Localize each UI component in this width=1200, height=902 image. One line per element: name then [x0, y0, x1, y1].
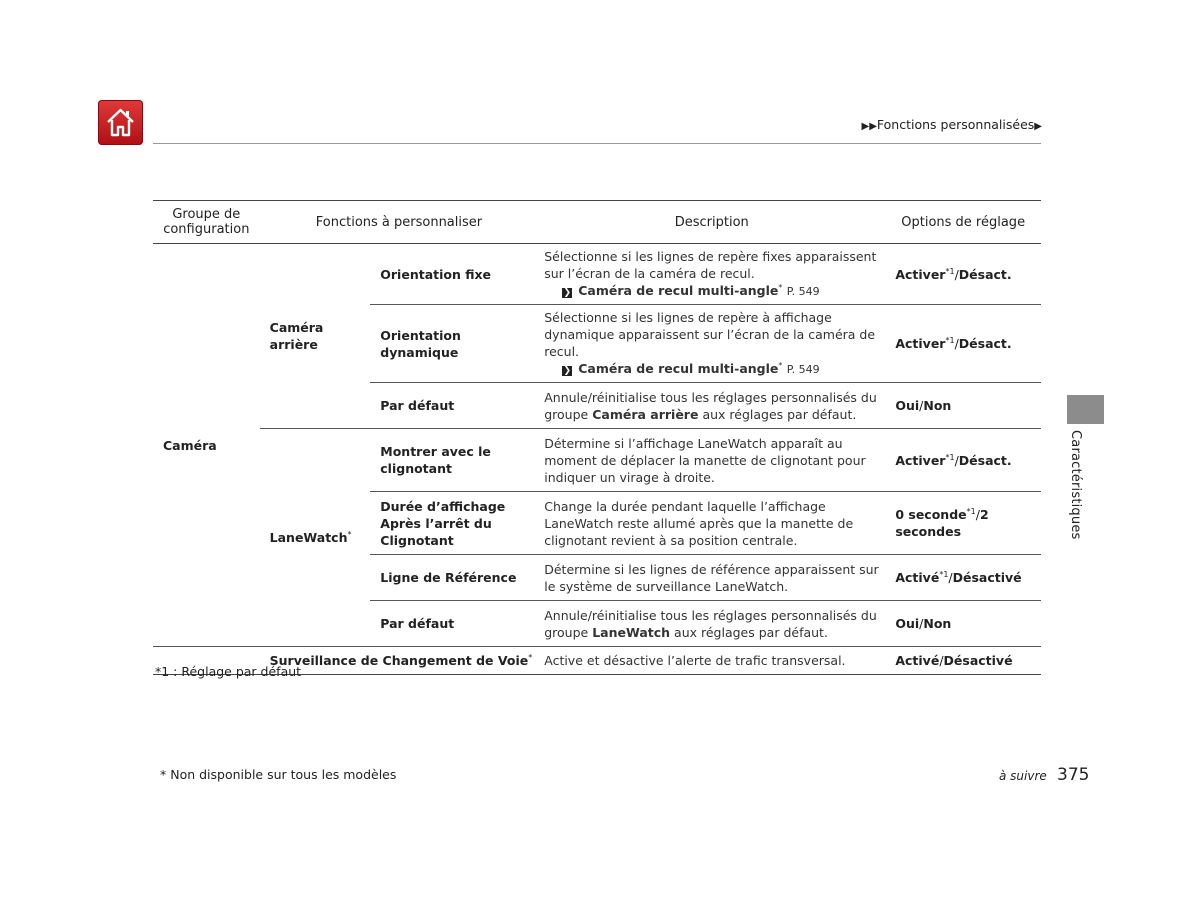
chapter-tab[interactable]: [1067, 395, 1104, 424]
reference-arrow-icon: ❯: [563, 288, 571, 298]
reference-title: Caméra de recul multi-angle: [578, 361, 779, 376]
header-description: Description: [538, 201, 885, 244]
option-default: Activé: [895, 653, 940, 668]
cross-reference-link[interactable]: [544, 282, 879, 300]
reference-title: Caméra de recul multi-angle: [578, 283, 779, 298]
header-functions: Fonctions à personnaliser: [260, 201, 539, 244]
cross-reference-link[interactable]: [544, 360, 879, 378]
description-text-end: aux réglages par défaut.: [702, 406, 857, 422]
setting-options: Oui/Non: [885, 601, 1041, 647]
function-name: Par défaut: [370, 383, 538, 429]
availability-footnote-mark: *: [347, 530, 352, 539]
breadcrumb-arrow-icon: ▶▶: [861, 121, 877, 132]
function-description: Détermine si les lignes de référence apparaissent sur le système de surveillance LaneWatch.: [538, 555, 885, 601]
breadcrumb-end-arrow-icon: ▶: [1034, 121, 1042, 132]
default-setting-footnote: *1 : Réglage par défaut: [155, 664, 302, 679]
description-group-name: LaneWatch: [592, 624, 671, 640]
default-footnote-mark: *1: [945, 452, 955, 462]
function-description: [538, 244, 885, 305]
function-name: [260, 647, 539, 675]
description-text: Annule/réinitialise tous les réglages personnalisés du groupe: [544, 389, 877, 422]
header-options: Options de réglage: [885, 201, 1041, 244]
breadcrumb[interactable]: [862, 117, 1043, 132]
function-name: Par défaut: [370, 601, 538, 647]
option-alternate: Désactivé: [952, 570, 1022, 585]
default-footnote-mark: *1: [939, 570, 949, 579]
home-button[interactable]: [98, 100, 143, 145]
function-description: [538, 601, 885, 647]
setting-options: Oui/Non: [885, 383, 1041, 429]
function-name: Durée d’affichage Après l’arrêt du Clignotant: [370, 492, 538, 555]
option-alternate: Non: [923, 398, 952, 413]
setting-options: Activer$^{*1}$/Désact.: [885, 305, 1041, 383]
continue-indicator: à suivre: [999, 769, 1047, 783]
home-icon: [104, 106, 137, 139]
description-text-end: aux réglages par défaut.: [674, 624, 828, 640]
option-alternate: Désact.: [958, 336, 1012, 351]
reference-footnote-mark: *: [778, 361, 783, 370]
table-row: [153, 244, 1041, 305]
option-default: Activé: [895, 570, 940, 585]
default-footnote-mark: *1: [966, 507, 976, 516]
function-name: Ligne de Référence: [370, 555, 538, 601]
function-name: Montrer avec le clignotant: [370, 429, 538, 492]
reference-page: P. 549: [786, 363, 820, 376]
subgroup-lanewatch: [260, 429, 371, 647]
description-text: Sélectionne si les lignes de repère fixes apparaissent sur l’écran de la caméra de recul.: [544, 249, 877, 281]
setting-options: Activé/Désactivé: [885, 647, 1041, 675]
subgroup-label: LaneWatch: [269, 530, 348, 545]
description-text: Annule/réinitialise tous les réglages personnalisés du groupe: [544, 607, 877, 640]
setting-options: Activer$^{*1}$/Désact.: [885, 244, 1041, 305]
page-number: 375: [1057, 765, 1090, 785]
option-default: Activer: [895, 336, 946, 351]
settings-table: [153, 200, 1041, 675]
setting-options: Activer$^{*1}$/Désact.: [885, 429, 1041, 492]
option-alternate: Désact.: [958, 266, 1012, 282]
option-alternate: Désactivé: [943, 653, 1013, 668]
description-group-name: Caméra arrière: [592, 406, 699, 422]
function-description: Change la durée pendant laquelle l’affichage LaneWatch reste allumé après que la manette de clignotant revient à sa position centrale.: [538, 492, 885, 555]
option-default: Activer: [895, 266, 946, 282]
reference-arrow-icon: ❯: [563, 366, 571, 376]
function-name: Orientation fixe: [370, 244, 538, 305]
function-description: Active et désactive l’alerte de trafic transversal.: [538, 647, 885, 675]
header-group: Groupe de configuration: [153, 201, 260, 244]
function-description: Détermine si l’affichage LaneWatch apparaît au moment de déplacer la manette de clignotant pour indiquer un virage à droite.: [538, 429, 885, 492]
availability-note: * Non disponible sur tous les modèles: [160, 767, 397, 782]
breadcrumb-label: Fonctions personnalisées: [876, 117, 1035, 132]
setting-options: Activé$^{*1}$/Désactivé: [885, 555, 1041, 601]
description-text: Sélectionne si les lignes de repère à affichage dynamique apparaissent sur l’écran de la caméra de recul.: [544, 310, 876, 359]
table-header-row: [153, 201, 1041, 244]
setting-options: 0 seconde$^{*1}$/2 secondes: [885, 492, 1041, 555]
option-default: 0 seconde: [895, 507, 967, 522]
availability-footnote-mark: *: [528, 653, 533, 662]
header-divider: [153, 143, 1041, 144]
reference-footnote-mark: *: [778, 283, 783, 292]
default-footnote-mark: *1: [945, 266, 955, 276]
function-name: Orientation dynamique: [370, 305, 538, 383]
reference-page: P. 549: [786, 285, 820, 298]
option-alternate: 2 secondes: [895, 507, 989, 539]
function-description: [538, 383, 885, 429]
table-row: [153, 429, 1041, 492]
option-default: Oui: [895, 616, 920, 631]
function-name-text: Surveillance de Changement de Voie: [269, 653, 529, 668]
chapter-label: Caractéristiques: [1068, 430, 1083, 540]
option-default: Activer: [895, 452, 946, 468]
option-default: Oui: [895, 398, 920, 413]
option-alternate: Désact.: [958, 452, 1012, 468]
option-alternate: Non: [923, 616, 952, 631]
group-camera: Caméra: [153, 244, 260, 647]
default-footnote-mark: *1: [945, 336, 955, 345]
function-description: [538, 305, 885, 383]
subgroup-rear-camera: Caméra arrière: [260, 244, 371, 429]
